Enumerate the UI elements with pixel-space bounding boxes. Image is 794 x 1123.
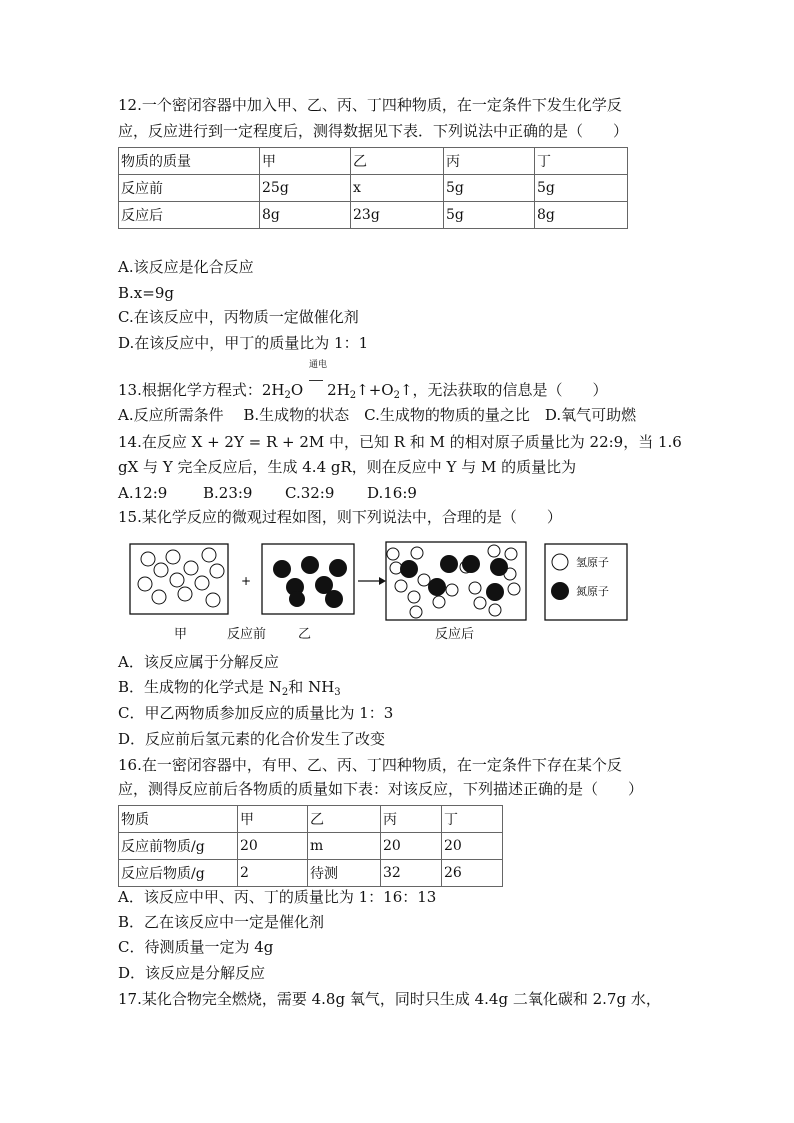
table-cell: 物质 (119, 806, 238, 833)
table-cell: 23g (351, 202, 444, 229)
table-row (119, 860, 503, 887)
q16-data-table (118, 805, 503, 887)
nitrogen-atom-icon (551, 582, 569, 600)
table-cell: 20 (442, 833, 503, 860)
table-cell: x (351, 175, 444, 202)
table-cell: 物质的质量 (119, 148, 260, 175)
plus-sign: + (241, 574, 252, 588)
q12-option-d: D.在该反应中，甲丁的质量比为 1：1 (118, 334, 369, 352)
table-cell: 32 (381, 860, 442, 887)
table-cell: 5g (535, 175, 628, 202)
q14-options (118, 483, 417, 503)
q15-sub: 2 (281, 687, 289, 698)
q16-option-d: D．该反应是分解反应 (118, 964, 266, 982)
q12-data-table (118, 147, 628, 229)
q17-stem-line1: 17.某化合物完全燃烧，需要 4.8g 氧气，同时只生成 4.4g 二氧化碳和 2.7g 水， (118, 990, 661, 1008)
table-cell: 乙 (351, 148, 444, 175)
legend-hydrogen-label: 氢原子 (576, 556, 609, 569)
hydrogen-atoms-jia (138, 548, 224, 607)
q16-option-a: A．该反应中甲、丙、丁的质量比为 1：16：13 (118, 888, 437, 906)
q13-stem-suffix: ↑，无法获取的信息是（ ） (399, 381, 608, 399)
label-after: 反应后 (435, 627, 475, 642)
table-cell: 2 (238, 860, 308, 887)
table-cell: 丁 (535, 148, 628, 175)
table-row (119, 806, 503, 833)
table-cell: 5g (444, 175, 535, 202)
q14-option-a: A.12:9 (118, 484, 168, 502)
q15-option-b-prefix: B．生成物的化学式是 N (118, 678, 282, 696)
q15-option-d: D．反应前后氢元素的化合价发生了改变 (118, 730, 386, 748)
table-cell: 25g (260, 175, 351, 202)
q16-stem-line1: 16.在一密闭容器中，有甲、乙、丙、丁四种物质，在一定条件下存在某个反 (118, 756, 622, 774)
table-cell: 8g (260, 202, 351, 229)
q15-sub: 3 (334, 687, 341, 698)
q12-option-a: A.该反应是化合反应 (118, 258, 254, 276)
table-row (119, 175, 628, 202)
q14-stem-line2: gX 与 Y 完全反应后，生成 4.4 gR，则在反应中 Y 与 M 的质量比为 (118, 458, 577, 476)
table-cell: 5g (444, 202, 535, 229)
q14-option-d: D.16:9 (367, 484, 417, 502)
table-row (119, 833, 503, 860)
q13-options: A.反应所需条件 B.生成物的状态 C.生成物的物质的量之比 D.氧气可助燃 (118, 406, 637, 424)
q15-option-c: C．甲乙两物质参加反应的质量比为 1：3 (118, 704, 394, 722)
q15-option-a: A．该反应属于分解反应 (118, 653, 279, 671)
q13-stem-part: 2H (327, 381, 350, 399)
q14-option-c: C.32:9 (285, 484, 335, 502)
table-cell: 20 (238, 833, 308, 860)
q12-stem-line1: 12.一个密闭容器中加入甲、乙、丙、丁四种物质，在一定条件下发生化学反 (118, 96, 622, 114)
q13-stem-part: O (290, 381, 304, 399)
q14-stem-line1: 14.在反应 X + 2Y = R + 2M 中，已知 R 和 M 的相对原子质量比为 22:9，当 1.6 (118, 433, 682, 451)
label-jia: 甲 (174, 627, 188, 642)
table-cell: 反应前 (119, 175, 260, 202)
q13-stem-prefix: 13.根据化学方程式：2H (118, 381, 285, 399)
table-cell: 乙 (308, 806, 381, 833)
table-cell: 待测 (308, 860, 381, 887)
table-cell: 反应后物质/g (119, 860, 238, 887)
label-yi: 乙 (298, 627, 312, 642)
q15-option-b (118, 677, 341, 697)
hydrogen-atoms-after (387, 545, 520, 618)
arrow-head-icon (379, 577, 386, 585)
q12-option-b: B.x=9g (118, 284, 174, 302)
table-cell: 20 (381, 833, 442, 860)
table-cell: 反应后 (119, 202, 260, 229)
table-cell: 26 (442, 860, 503, 887)
q13-sub: 2 (349, 390, 357, 401)
q15-option-b-mid: 和 NH (288, 678, 335, 696)
hydrogen-atom-icon (552, 554, 568, 570)
q12-option-c: C.在该反应中，丙物质一定做催化剂 (118, 308, 359, 326)
q13-condition-label: 通电 (309, 360, 328, 370)
table-cell: m (308, 833, 381, 860)
nitrogen-atoms-yi (273, 556, 347, 608)
table-cell: 丙 (381, 806, 442, 833)
q13-stem (118, 380, 608, 400)
q16-option-c: C．待测质量一定为 4g (118, 938, 274, 956)
q13-sub: 2 (393, 390, 400, 401)
table-cell: 丙 (444, 148, 535, 175)
table-cell: 丁 (442, 806, 503, 833)
label-before: 反应前 (227, 627, 267, 642)
table-cell: 甲 (238, 806, 308, 833)
table-cell: 甲 (260, 148, 351, 175)
q12-stem-line2: 应，反应进行到一定程度后，测得数据见下表．下列说法中正确的是（ ） (118, 122, 629, 140)
q16-stem-line2: 应，测得反应前后各物质的质量如下表：对该反应，下列描述正确的是（ ） (118, 780, 644, 798)
legend-nitrogen-label: 氮原子 (576, 585, 609, 598)
table-cell: 8g (535, 202, 628, 229)
q14-option-b: B.23:9 (203, 484, 253, 502)
q15-reaction-diagram (125, 538, 645, 643)
q15-stem: 15.某化学反应的微观过程如图，则下列说法中，合理的是（ ） (118, 508, 562, 526)
table-row (119, 148, 628, 175)
table-row (119, 202, 628, 229)
q13-stem-part: ↑+O (356, 381, 394, 399)
table-cell: 反应前物质/g (119, 833, 238, 860)
q13-sub: 2 (284, 390, 291, 401)
q16-option-b: B．乙在该反应中一定是催化剂 (118, 913, 325, 931)
